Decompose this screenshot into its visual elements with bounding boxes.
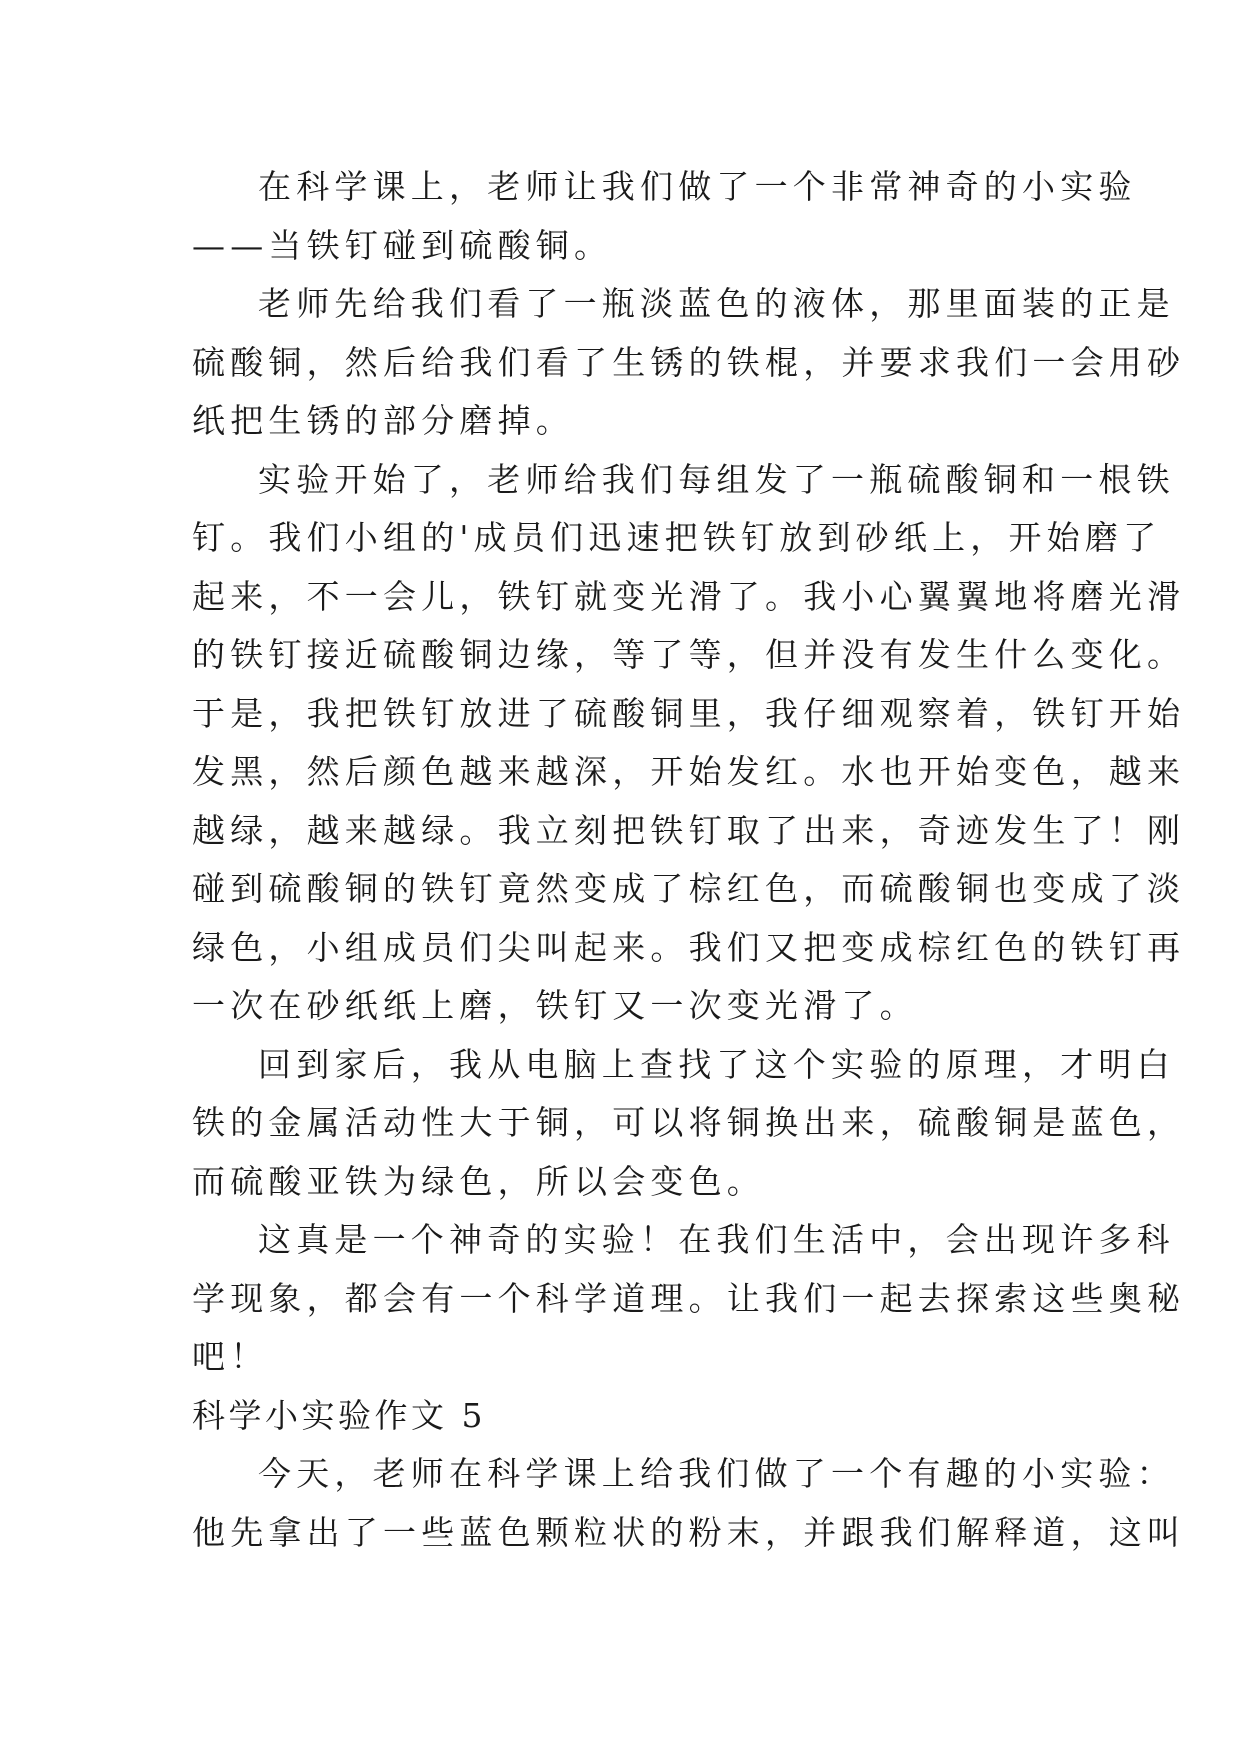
text-line: 发黑，然后颜色越来越深，开始发红。水也开始变色，越来 [192, 752, 1186, 791]
text-line: 这真是一个神奇的实验！在我们生活中，会出现许多科 [258, 1220, 1175, 1259]
text-line: 的铁钉接近硫酸铜边缘，等了等，但并没有发生什么变化。 [192, 635, 1186, 674]
text-line: 老师先给我们看了一瓶淡蓝色的液体，那里面装的正是 [258, 284, 1175, 323]
text-line: 而硫酸亚铁为绿色，所以会变色。 [192, 1161, 765, 1201]
text-line: 绿色，小组成员们尖叫起来。我们又把变成棕红色的铁钉再 [192, 927, 1186, 967]
text-line: 钉。我们小组的'成员们迅速把铁钉放到砂纸上，开始磨了 [192, 518, 1162, 557]
text-line: 铁的金属活动性大于铜，可以将铜换出来，硫酸铜是蓝色， [192, 1103, 1186, 1142]
text-line: 吧！ [192, 1337, 269, 1376]
text-line: 于是，我把铁钉放进了硫酸铜里，我仔细观察着，铁钉开始 [192, 693, 1186, 733]
text-line: 越绿，越来越绿。我立刻把铁钉取了出来，奇迹发生了！刚 [192, 810, 1186, 850]
text-line: 纸把生锈的部分磨掉。 [192, 401, 574, 440]
text-line: 今天，老师在科学课上给我们做了一个有趣的小实验： [258, 1454, 1175, 1493]
text-line: 硫酸铜，然后给我们看了生锈的铁棍，并要求我们一会用砂 [192, 342, 1186, 382]
text-line: 回到家后，我从电脑上查找了这个实验的原理，才明白 [258, 1044, 1175, 1084]
text-line: 他先拿出了一些蓝色颗粒状的粉末，并跟我们解释道，这叫 [192, 1512, 1186, 1552]
section-heading: 科学小实验作文 5 [192, 1395, 486, 1435]
text-line: 实验开始了，老师给我们每组发了一瓶硫酸铜和一根铁 [258, 459, 1175, 499]
text-line: ——当铁钉碰到硫酸铜。 [192, 225, 613, 265]
text-line: 起来，不一会儿，铁钉就变光滑了。我小心翼翼地将磨光滑 [192, 576, 1186, 616]
text-line: 碰到硫酸铜的铁钉竟然变成了棕红色，而硫酸铜也变成了淡 [192, 869, 1186, 908]
text-line: 在科学课上，老师让我们做了一个非常神奇的小实验 [258, 167, 1137, 206]
text-line: 学现象，都会有一个科学道理。让我们一起去探索这些奥秘 [192, 1278, 1186, 1318]
essay-body [192, 158, 1186, 1562]
text-line: 一次在砂纸纸上磨，铁钉又一次变光滑了。 [192, 986, 918, 1025]
